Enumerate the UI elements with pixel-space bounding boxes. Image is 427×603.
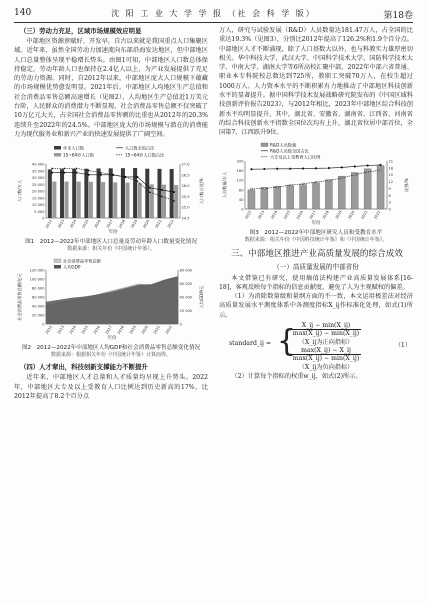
- formula-pos-note: （X_ij为正向指标）: [298, 339, 354, 347]
- y-tick-label: 0: [241, 207, 244, 212]
- x-tick-label: 2021: [152, 325, 161, 336]
- bar-population: [109, 169, 113, 219]
- x-tick-label: 2014: [69, 219, 78, 230]
- x-tick-label: 2019: [130, 219, 139, 230]
- section-heading-4: （四）人才辈出，科技创新支撑能力不断提升: [20, 363, 148, 372]
- bar-population: [97, 169, 101, 219]
- bar-population: [133, 168, 137, 218]
- figure-1-chart: [14, 142, 208, 238]
- x-tick-label: 2020: [347, 209, 356, 220]
- marker-point: [263, 168, 265, 170]
- x-tick-label: 2021: [154, 219, 163, 230]
- marker-point: [263, 187, 265, 189]
- x-axis-label: 年份: [108, 230, 118, 236]
- formula-lhs: standard_ij =: [229, 340, 272, 348]
- bar-rd-personnel: [274, 186, 281, 209]
- line-share-3: [52, 169, 174, 201]
- x-axis-label: 年份: [107, 336, 117, 342]
- marker-point: [251, 168, 253, 170]
- x-tick-label: 2019: [128, 325, 137, 336]
- y2-tick-label: 6: [388, 193, 391, 198]
- formula-pos-denominator: max(X_ij) − min(X_ij): [292, 330, 360, 338]
- bar-rd-personnel: [300, 184, 307, 208]
- section-title: 三、中部地区推进产业高质量发展的综合成效: [231, 248, 403, 259]
- bar-rd-personnel: [312, 182, 319, 208]
- x-tick-label: 2012: [44, 219, 53, 230]
- y2-tick-label: 25.5: [181, 195, 190, 200]
- bar-rd-personnel: [261, 187, 268, 209]
- marker-point: [328, 179, 330, 181]
- marker-point: [341, 177, 343, 179]
- x-axis-label: 年份: [311, 220, 321, 226]
- bar-working-age: [65, 182, 69, 218]
- y2-tick-label: 26.0: [181, 184, 190, 189]
- y2-axis-label: 人口数占比/%: [199, 178, 204, 205]
- marker-share: [100, 174, 102, 176]
- figure-2-caption: 图2 2012—2022年中部地区人均GDP和社会消费品零售总额变化情况: [21, 345, 201, 352]
- x-tick-label: 2016: [92, 325, 101, 336]
- y-tick-label: 80: [238, 187, 244, 192]
- x-tick-label: 2022: [373, 209, 382, 220]
- y2-tick-label: 20 000: [179, 309, 193, 314]
- legend-label: R&D人员数量: [270, 141, 297, 147]
- figure-3-chart: [219, 141, 413, 229]
- y-tick-label: 40 000: [31, 162, 45, 167]
- bar-working-age: [150, 185, 154, 219]
- marker-share: [136, 176, 138, 178]
- legend-swatch: [54, 153, 61, 157]
- y-tick-label: 80 000: [31, 286, 45, 291]
- marker-point: [289, 184, 291, 186]
- figure-1-source: 数据来源：相关年份《中国统计年鉴》。: [67, 246, 155, 253]
- marker-share: [173, 191, 175, 193]
- marker-point: [328, 167, 330, 169]
- journal-title: 沈 阳 工 业 大 学 学 报 （社 会 科 学 版）: [111, 9, 316, 18]
- figure-3-caption: 图3 2012—2022年中部地区研究人员和受教育水平: [249, 229, 383, 236]
- marker-point: [341, 166, 343, 168]
- bar-population: [145, 169, 149, 218]
- bar-population: [84, 169, 88, 218]
- x-tick-label: 2015: [283, 209, 292, 220]
- x-tick-label: 2012: [44, 325, 53, 336]
- section-4-paragraph: 近年来，中部地区人才总量和人才质量均呈现上升势头。2022年，中部地区大专及以上受教育人口比例达到历史新高的17%，比2012年提高了8.2个百分点: [14, 374, 208, 400]
- right-column: [219, 26, 413, 381]
- x-tick-label: 2018: [118, 219, 127, 230]
- x-tick-label: 2013: [56, 325, 65, 336]
- marker-point: [251, 188, 253, 190]
- y-tick-label: 160: [236, 168, 244, 173]
- formula-1: [219, 320, 413, 372]
- bar-working-age: [77, 182, 81, 218]
- y-tick-label: 30 000: [31, 176, 45, 181]
- y2-tick-label: 25.0: [181, 205, 190, 210]
- legend-label: 年末人口数: [63, 145, 84, 151]
- y2-axis-label: 人均GDP/元: [199, 285, 204, 309]
- y2-tick-label: 3: [388, 200, 391, 205]
- marker-point: [315, 167, 317, 169]
- formula-brace: {: [277, 324, 297, 360]
- marker-point: [276, 186, 278, 188]
- x-tick-label: 2012: [244, 209, 253, 220]
- y-tick-label: 35 000: [31, 169, 45, 174]
- bar-population: [170, 169, 174, 218]
- legend-swatch: [54, 259, 61, 263]
- marker-share: [51, 172, 53, 174]
- x-tick-label: 2016: [93, 219, 102, 230]
- method-paragraph-2: （1）为消除数量级和量纲方面的不一致，本文运用极差法对经济高质量发展水平测度体系中各测度指标X_ij作标准化处理，如式(1)所示。: [219, 293, 413, 319]
- bar-rd-personnel: [377, 165, 384, 208]
- y-tick-label: 10 000: [31, 203, 45, 208]
- y-tick-label: 5 000: [34, 210, 45, 215]
- figure-2-source: 数据来源：根据相关年份《中国统计年鉴》计算而得。: [50, 352, 171, 359]
- marker-point: [380, 169, 382, 171]
- bar-working-age: [101, 182, 105, 218]
- area-gdp-per-capita: [46, 276, 178, 324]
- x-tick-label: 2020: [142, 219, 151, 230]
- y2-tick-label: 27.0: [181, 162, 190, 167]
- y-tick-label: 20 000: [31, 189, 45, 194]
- x-tick-label: 2014: [270, 209, 279, 220]
- marker-share: [63, 172, 65, 174]
- legend-swatch: [261, 143, 268, 147]
- legend-label: 人均GDP: [63, 264, 81, 270]
- marker-point: [354, 173, 356, 175]
- marker-point: [354, 165, 356, 167]
- bar-rd-personnel: [325, 179, 332, 208]
- x-tick-label: 2013: [57, 219, 66, 230]
- y-tick-label: 200: [236, 159, 244, 164]
- marker-point: [302, 183, 304, 185]
- y2-tick-label: 18: [388, 165, 394, 170]
- bar-rd-personnel: [248, 189, 255, 208]
- method-paragraph-1: 本文借鉴已有研究，使用熵值法构建产业高质量发展体系[16-18]，客观反映每个指标的信息贡献度，避免了人为主观赋权的偏差。: [219, 274, 413, 291]
- y-tick-label: 40 000: [31, 304, 45, 309]
- bar-working-age: [52, 182, 56, 218]
- formula-neg-note: （X_ij为负向指标）: [298, 364, 354, 372]
- y2-tick-label: 24.5: [181, 216, 190, 221]
- marker-point: [276, 167, 278, 169]
- legend-swatch: [54, 265, 61, 269]
- y2-tick-label: 40 000: [179, 295, 193, 300]
- bar-working-age: [138, 183, 142, 218]
- y2-tick-label: 21: [388, 159, 394, 164]
- formula-neg-numerator: max(X_ij) − X_ij: [301, 347, 351, 355]
- bar-working-age: [125, 183, 129, 218]
- formula-number: （1）: [394, 342, 411, 350]
- bar-rd-personnel: [287, 185, 294, 209]
- x-tick-label: 2019: [334, 209, 343, 220]
- y-tick-label: 25 000: [31, 183, 45, 188]
- legend-label: R&D人员数全国占比: [270, 147, 309, 153]
- formula-neg-denominator: max(X_ij) − min(X_ij): [292, 355, 360, 363]
- bar-population: [121, 168, 125, 218]
- right-top-paragraph: 万人，研究与试验发展（R&D）人员数量达181.47万人，占全国的比重达19.3%（见图3），分别比2012年提高了126.2%和1.9个百分点。中部地区人才不断涌现，除了人口基数大以外，也与科教实力雄厚密切相关。华中科技大学、武汉大学、中国科学技术大学、国防科学技术大学、中南大学、湖南大学等6所高校汇聚中部，2022年中部六省普通、职业本专科院校总数达到725所，教职工突破70万人，在校生超过1000万人。人力资本水平的不断积累有力地推动了中部地区科技创新水平的显著提升。据中国科学技术发展战略研究院发布的《中国区域科技创新评价报告2023》，与2012年相比，2023年中部地区综合科技创新水平均明显提升，其中，湖北省、安徽省、湖南省、江西省、河南省的综合科技创新水平指数全国位次均有上升，湖北省位居中部首位，全国第7，江西跃升9位。: [219, 27, 413, 137]
- section-3-paragraph: 中部地区资源禀赋好、开发早，自古以来就是我国重点人口集聚区域。近年来，虽然全国劳动力加速流向东部沿海发达地区，但中部地区人口总量整体呈现平稳增长势头。由图1可知，中部地区人口数总体保持稳定，劳动年龄人口也保持在2.4亿人以上，为产业发展提供了充足的劳动力资源。同时，自2012年以来，中部地区庞大人口规模下蕴藏的市场规模优势愈发明显。2021年后，中部地区人均地区生产总值和社会消费品零售总额高速增长（见图2），人均地区生产总值近1万美元台阶，人民群众的消费潜力不断显现，社会消费品零售总额不仅突破了10万亿元大关，占全国社会消费品零售额的比重也从2012年的20.3%连续升至2022年的24.5%。中部地区庞大的市场规模与潜在的消费能力为现代服务业和新兴产业的快速发展提供了广阔空间。: [14, 38, 208, 138]
- y2-tick-label: 0: [179, 322, 182, 327]
- figure-1-caption: 图1 2012—2022年中部地区人口总量及劳动年龄人口数量变化情况: [25, 239, 197, 246]
- figure-3-source: 数据来源：相关年份《中国科技统计年鉴》和《中国统计年鉴》。: [244, 236, 388, 243]
- bar-rd-personnel: [364, 168, 371, 208]
- y-tick-label: 60 000: [31, 295, 45, 300]
- x-tick-label: 2017: [105, 219, 114, 230]
- section-heading-3: （三）劳动力充足，区域市场规模效应明显: [20, 27, 142, 35]
- y2-tick-label: 12: [388, 179, 394, 184]
- marker-share: [149, 187, 151, 189]
- marker-point: [367, 171, 369, 173]
- legend-label: 社会消费品零售总额: [63, 258, 101, 264]
- x-tick-label: 2017: [104, 325, 113, 336]
- y-tick-label: 120 000: [29, 268, 45, 273]
- legend-label: 15~64岁人口数: [63, 152, 94, 158]
- figure-2-chart: [14, 256, 208, 344]
- page-number: 140: [14, 8, 32, 18]
- y-axis-label: 社会消费品零售总额/亿元: [17, 273, 22, 322]
- x-tick-label: 2016: [295, 209, 304, 220]
- y2-tick-label: 15: [388, 172, 394, 177]
- bar-rd-personnel: [351, 172, 358, 208]
- formula-pos-numerator: X_ij − min(X_ij): [301, 322, 351, 330]
- marker-point: [367, 164, 369, 166]
- marker-point: [289, 167, 291, 169]
- y-tick-label: 100 000: [29, 277, 45, 282]
- bar-population: [60, 169, 64, 218]
- bar-population: [157, 169, 161, 218]
- bar-working-age: [113, 183, 117, 219]
- method-paragraph-3: （2）计算每个指标的权重w_ij，如式(2)所示。: [231, 373, 362, 381]
- legend-label: 大专及以上受教育人口比例: [270, 153, 321, 159]
- x-tick-label: 2017: [308, 209, 317, 220]
- y-tick-label: 40: [238, 197, 244, 202]
- x-tick-label: 2018: [321, 209, 330, 220]
- bar-working-age: [89, 182, 93, 218]
- marker-point: [302, 167, 304, 169]
- x-tick-label: 2021: [360, 209, 369, 220]
- y2-tick-label: 9: [388, 186, 391, 191]
- legend-label: 人口数全国占比: [125, 145, 155, 151]
- x-tick-label: 2015: [81, 219, 90, 230]
- running-header: [14, 6, 413, 23]
- marker-share: [161, 189, 163, 191]
- y2-tick-label: 0: [388, 207, 391, 212]
- y-tick-label: 0: [42, 322, 45, 327]
- marker-point: [315, 181, 317, 183]
- marker-share: [76, 172, 78, 174]
- legend-label: 15~64岁人口数占比: [125, 152, 165, 158]
- x-tick-label: 2018: [116, 325, 125, 336]
- y2-tick-label: 80 000: [179, 268, 193, 273]
- x-tick-label: 2013: [257, 209, 266, 220]
- bar-population: [72, 169, 76, 218]
- y-axis-label: 人员数量/万人: [222, 171, 227, 198]
- y-tick-label: 120: [236, 178, 244, 183]
- y2-tick-label: 60 000: [179, 282, 193, 287]
- x-tick-label: 2022: [164, 325, 173, 336]
- bar-rd-personnel: [338, 176, 345, 209]
- x-tick-label: 2020: [140, 325, 149, 336]
- marker-point: [380, 164, 382, 166]
- legend-swatch: [54, 146, 61, 150]
- y-tick-label: 0: [42, 216, 45, 221]
- y-tick-label: 15 000: [31, 196, 45, 201]
- y-axis-label: 人口数/万人: [17, 180, 22, 203]
- x-tick-label: 2022: [166, 219, 175, 230]
- volume-label: 第18卷: [383, 11, 413, 21]
- marker-share: [88, 174, 90, 176]
- y-tick-label: 20 000: [31, 313, 45, 318]
- bar-population: [48, 170, 52, 219]
- x-tick-label: 2014: [68, 325, 77, 336]
- x-tick-label: 2015: [80, 325, 89, 336]
- subsection-title: （一）高质量发展的中部省份: [273, 262, 359, 271]
- y2-tick-label: 26.5: [181, 173, 190, 178]
- y2-axis-label: 比例/%: [404, 177, 409, 192]
- left-column: [14, 26, 208, 401]
